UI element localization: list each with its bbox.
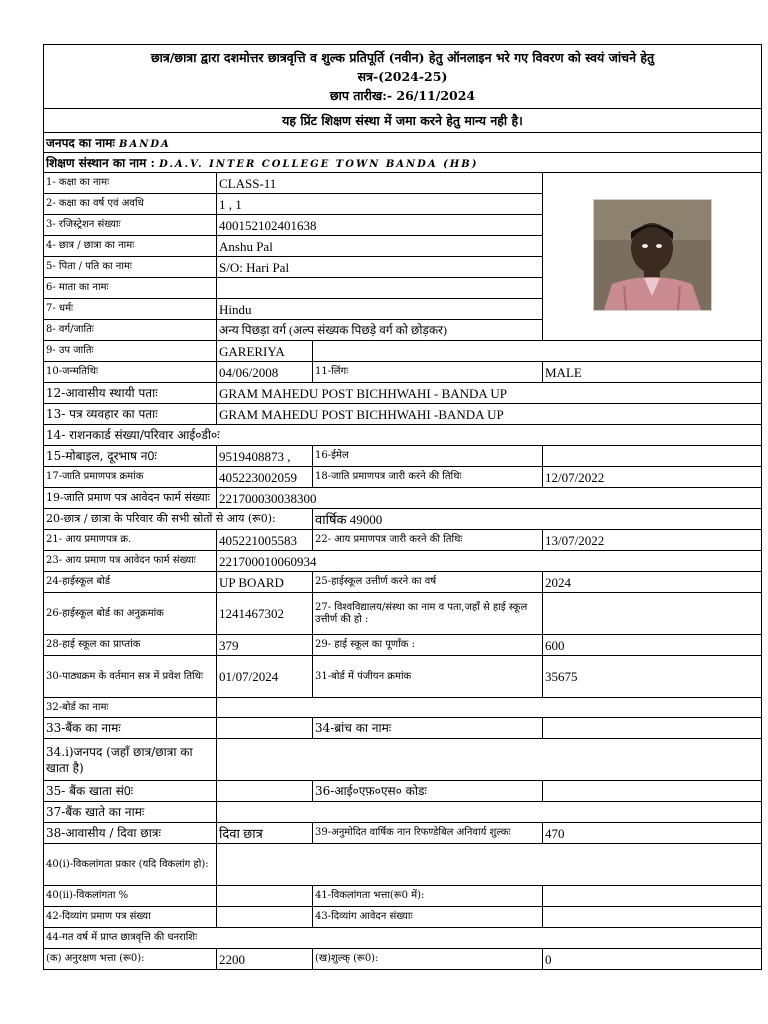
row-subcaste: [44, 341, 762, 362]
label-disability-app: 43-दिव्यांग आवेदन संख्याः: [313, 907, 543, 928]
row-hs-roll: [44, 593, 762, 635]
row-disability-pct: [44, 886, 762, 907]
row-hs-board: [44, 572, 762, 593]
value-category: अन्य पिछड़ा वर्ग (अल्प संख्यक पिछड़े वर्ग को छोड़कर): [217, 320, 543, 341]
row-mobile: [44, 446, 762, 467]
label-caste-app: 19-जाति प्रमाण पत्र आवेदन फार्म संख्याः: [44, 488, 217, 509]
label-income-cert: 21- आय प्रमाणपत्र क्र.: [44, 530, 217, 551]
value-gender: MALE: [543, 362, 762, 383]
row-account-no: [44, 781, 762, 802]
label-board-name: 32-बोर्ड का नामः: [44, 698, 217, 718]
row-maintenance: [44, 949, 762, 970]
print-date: छाप तारीख:- 26/11/2024: [329, 88, 476, 103]
value-class: CLASS-11: [217, 173, 543, 194]
label-hs-roll: 26-हाईस्कूल बोर्ड का अनुक्रमांक: [44, 593, 217, 635]
value-hs-total: 600: [543, 635, 762, 656]
label-disability-cert: 42-दिव्यांग प्रमाण पत्र संख्या: [44, 907, 217, 928]
label-correspondence-address: 13- पत्र व्यवहार का पताः: [44, 404, 217, 425]
print-note: यह प्रिंट शिक्षण संस्था में जमा करने हेतु मान्य नही है।: [44, 109, 762, 133]
row-ration-card: [44, 425, 762, 446]
row-account-name: [44, 802, 762, 823]
label-registration: 3- रजिस्ट्रेशन संख्याः: [44, 215, 217, 236]
value-ifsc: [543, 781, 762, 802]
label-residential: 38-आवासीय / दिवा छात्रः: [44, 823, 217, 844]
title-line1: छात्र/छात्रा द्वारा दशमोत्तर छात्रवृत्ति व शुल्क प्रतिपूर्ति (नवीन) हेतु ऑनलाइन भरे गए विवरण को स्वयं जांचने हेतु: [150, 50, 655, 65]
label-category: 8- वर्ग/जातिः: [44, 320, 217, 341]
label-hs-total: 29- हाई स्कूल का पूर्णांक :: [313, 635, 543, 656]
row-admission: [44, 656, 762, 698]
label-permanent-address: 12-आवासीय स्थायी पताः: [44, 383, 217, 404]
label-father-name: 5- पिता / पति का नामः: [44, 257, 217, 278]
label-prev-fee: (ख)शुल्क् (रू0):: [313, 949, 543, 970]
label-income-cert-date: 22- आय प्रमाणपत्र जारी करने की तिथिः: [313, 530, 543, 551]
row-residential: [44, 823, 762, 844]
value-maintenance: 2200: [217, 949, 313, 970]
label-mobile: 15-मोबाइल, दूरभाष न0ः: [44, 446, 217, 467]
label-income: 20-छात्र / छात्रा के परिवार की सभी स्रोतों से आय (रू0):: [44, 509, 313, 530]
value-mother-name: [217, 278, 543, 299]
value-hs-institution: [543, 593, 762, 635]
label-hs-year: 25-हाईस्कूल उत्तीर्ण करने का वर्ष: [313, 572, 543, 593]
row-dob: [44, 362, 762, 383]
print-note-row: [44, 109, 762, 133]
institution-value: D.A.V. INTER COLLEGE TOWN BANDA (HB): [159, 159, 479, 170]
label-account-name: 37-बैंक खाते का नामः: [44, 802, 217, 823]
value-hs-marks: 379: [217, 635, 313, 656]
row-permanent-address: [44, 383, 762, 404]
row-income: [44, 509, 762, 530]
value-income: वार्षिक 49000: [313, 509, 762, 530]
label-gender: 11-लिंगः: [313, 362, 543, 383]
value-permanent-address: GRAM MAHEDU POST BICHHWAHI - BANDA UP: [217, 383, 762, 404]
label-dob: 10-जन्मतिथिः: [44, 362, 217, 383]
district-label: जनपद का नामः: [46, 136, 115, 150]
row-account-district: [44, 739, 762, 781]
value-religion: Hindu: [217, 299, 543, 320]
row-hs-marks: [44, 635, 762, 656]
label-fee: 39-अनुमोदित वार्षिक नान रिफण्डेबिल अनिवार्य शुल्कः: [313, 823, 543, 844]
value-income-app: 221700010060934: [217, 551, 762, 572]
title-session: सत्र-(2024-25): [357, 69, 448, 84]
value-residential: दिवा छात्र: [217, 823, 313, 844]
value-disability-app: [543, 907, 762, 928]
district-value: BANDA: [119, 139, 171, 150]
value-income-cert: 405221005583: [217, 530, 313, 551]
value-dob: 04/06/2008: [217, 362, 313, 383]
value-caste-app: 221700030038300: [217, 488, 762, 509]
row-correspondence-address: [44, 404, 762, 425]
value-fee: 470: [543, 823, 762, 844]
title-row: [44, 45, 762, 109]
student-photo-icon: [593, 199, 712, 311]
value-subcaste: GARERIYA: [217, 341, 313, 362]
label-subcaste: 9- उप जातिः: [44, 341, 217, 362]
value-hs-year: 2024: [543, 572, 762, 593]
label-hs-institution: 27- विश्वविद्यालय/संस्था का नाम व पता,जहाँ से हाई स्कूल उत्तीर्ण की हो :: [313, 593, 543, 635]
label-account-district: 34.i)जनपद (जहाँ छात्र/छात्रा का खाता है): [44, 739, 217, 781]
label-mother-name: 6- माता का नामः: [44, 278, 217, 299]
value-student-name: Anshu Pal: [217, 236, 543, 257]
row-disability-type: [44, 844, 762, 886]
value-disability-cert: [217, 907, 313, 928]
label-disability-pct: 40(ii)-विकलांगता %: [44, 886, 217, 907]
row-caste-app: [44, 488, 762, 509]
value-account-no: [217, 781, 313, 802]
value-prev-fee: 0: [543, 949, 762, 970]
row-bank: [44, 718, 762, 739]
label-maintenance: (क) अनुरक्षण भत्ता (रू0):: [44, 949, 217, 970]
label-ifsc: 36-आई०एफ़०एस० कोडः: [313, 781, 543, 802]
value-mobile: 9519408873 ,: [217, 446, 313, 467]
label-email: 16-ईमेल: [313, 446, 543, 467]
scholarship-form-table: [43, 44, 762, 970]
value-caste-cert-date: 12/07/2022: [543, 467, 762, 488]
photo-cell: [543, 173, 762, 341]
label-income-app: 23- आय प्रमाण पत्र आवेदन फार्म संख्याः: [44, 551, 217, 572]
value-disability-allowance: [543, 886, 762, 907]
label-disability-type: 40(i)-विकलांगता प्रकार (यदि विकलांग हो):: [44, 844, 217, 886]
institution-row: [44, 153, 762, 173]
label-board-reg: 31-बोर्ड में पंजीयन क्रमांक: [313, 656, 543, 698]
value-registration: 400152102401638: [217, 215, 543, 236]
value-income-cert-date: 13/07/2022: [543, 530, 762, 551]
district-row: [44, 133, 762, 153]
value-father-name: S/O: Hari Pal: [217, 257, 543, 278]
value-disability-pct: [217, 886, 313, 907]
label-prev-scholarship: 44-गत वर्ष में प्राप्त छात्रवृत्ति की धनराशिः: [44, 928, 762, 949]
institution-label: शिक्षण संस्थान का नाम :: [46, 156, 155, 170]
row-board-name: [44, 698, 762, 718]
form-title: [44, 45, 762, 109]
label-student-name: 4- छात्र / छात्रा का नामः: [44, 236, 217, 257]
label-class: 1- कक्षा का नामः: [44, 173, 217, 194]
label-branch: 34-ब्रांच का नामः: [313, 718, 543, 739]
label-class-year: 2- कक्षा का वर्ष एवं अवधि: [44, 194, 217, 215]
label-religion: 7- धर्मः: [44, 299, 217, 320]
value-hs-roll: 1241467302: [217, 593, 313, 635]
label-hs-marks: 28-हाई स्कूल का प्राप्तांक: [44, 635, 217, 656]
value-hs-board: UP BOARD: [217, 572, 313, 593]
label-ration-card: 14- राशनकार्ड संख्या/परिवार आई०डी०ः: [44, 425, 762, 446]
row-income-app: [44, 551, 762, 572]
label-caste-cert-date: 18-जाति प्रमाणपत्र जारी करने की तिथिः: [313, 467, 543, 488]
value-email: [543, 446, 762, 467]
value-admission: 01/07/2024: [217, 656, 313, 698]
row-prev-scholarship: [44, 928, 762, 949]
label-admission: 30-पाठ्यक्रम के वर्तमान सत्र में प्रवेश तिथिः: [44, 656, 217, 698]
label-caste-cert: 17-जाति प्रमाणपत्र क्रमांक: [44, 467, 217, 488]
label-disability-allowance: 41-विकलांगता भत्ता(रू0 में):: [313, 886, 543, 907]
value-branch: [543, 718, 762, 739]
row-caste-cert: [44, 467, 762, 488]
label-bank: 33-बैंक का नामः: [44, 718, 217, 739]
value-correspondence-address: GRAM MAHEDU POST BICHHWAHI -BANDA UP: [217, 404, 762, 425]
value-caste-cert: 405223002059: [217, 467, 313, 488]
row-class: [44, 173, 762, 194]
row-disability-cert: [44, 907, 762, 928]
label-account-no: 35- बैंक खाता सं0ः: [44, 781, 217, 802]
value-class-year: 1 , 1: [217, 194, 543, 215]
label-hs-board: 24-हाईस्कूल बोर्ड: [44, 572, 217, 593]
value-bank: [217, 718, 313, 739]
row-income-cert: [44, 530, 762, 551]
value-board-reg: 35675: [543, 656, 762, 698]
